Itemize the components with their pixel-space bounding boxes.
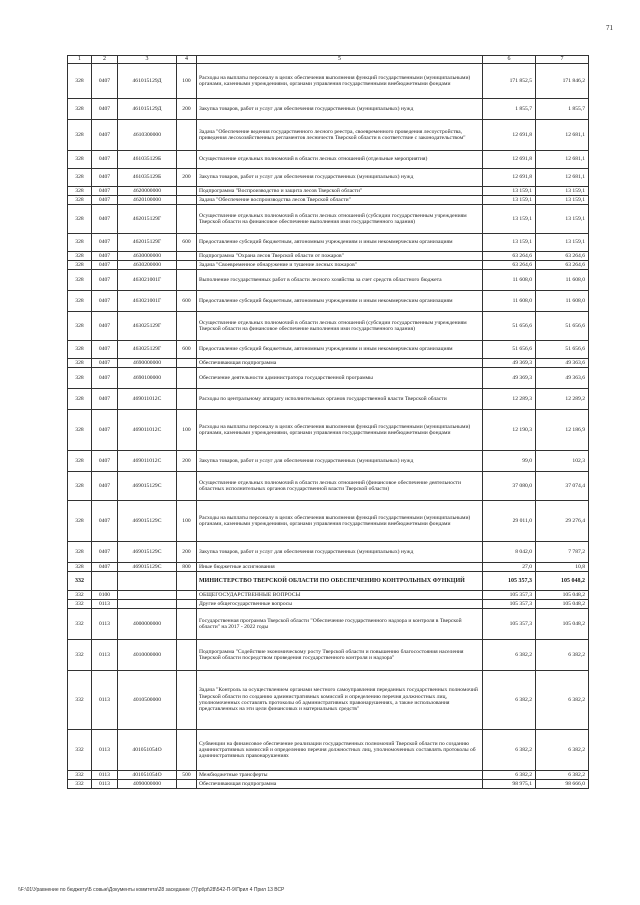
expense-type-cell [177,261,197,270]
admin-code-cell: 332 [68,640,92,671]
expense-type-cell: 200 [177,542,197,563]
expense-type-cell [177,671,197,730]
expense-type-cell: 600 [177,341,197,359]
description-cell: Закупка товаров, работ и услуг для обеспечения государственных (муниципальных) нужд [197,99,483,120]
description-cell: Другие общегосударственные вопросы [197,600,483,609]
target-code-cell: 4690000000 [118,359,177,368]
actual-amount-cell: 102,3 [536,451,589,472]
target-code-cell: 469015129С [118,542,177,563]
header-cell: 2 [92,56,118,64]
target-code-cell: 469015129С [118,501,177,542]
planned-amount-cell: 13 159,1 [483,234,536,252]
actual-amount-cell: 12 289,2 [536,389,589,410]
section-code-cell: 0113 [92,771,118,780]
section-code-cell: 0407 [92,234,118,252]
expense-type-cell [177,120,197,151]
description-cell: Осуществление отдельных полномочий в области лесных отношений (субсидии государственным учреждениям Тверской области на финансовое обеспечение выполнения ими государственного задания) [197,205,483,234]
section-code-cell: 0407 [92,359,118,368]
target-code-cell: 4630000000 [118,252,177,261]
table-row [68,542,589,563]
admin-code-cell: 328 [68,501,92,542]
description-cell: Расходы по центральному аппарату исполнительных органов государственной власти Тверской области [197,389,483,410]
planned-amount-cell: 105 357,3 [483,591,536,600]
table-row [68,261,589,270]
target-code-cell: 4010500000 [118,671,177,730]
admin-code-cell: 328 [68,270,92,291]
section-code-cell: 0407 [92,341,118,359]
admin-code-cell: 328 [68,291,92,312]
expense-type-cell [177,196,197,205]
table-row [68,591,589,600]
actual-amount-cell: 13 159,1 [536,205,589,234]
actual-amount-cell: 49 363,6 [536,359,589,368]
header-cell: 3 [118,56,177,64]
table-row [68,120,589,151]
admin-code-cell: 328 [68,120,92,151]
section-code-cell: 0407 [92,368,118,389]
admin-code-cell: 328 [68,563,92,572]
actual-amount-cell: 51 656,6 [536,341,589,359]
description-cell: Задача "Обеспечение воспроизводства лесов Тверской области" [197,196,483,205]
target-code-cell: 463025129Г [118,341,177,359]
actual-amount-cell: 105 048,2 [536,591,589,600]
expense-type-cell: 100 [177,501,197,542]
target-code-cell: 469015129С [118,563,177,572]
planned-amount-cell: 12 289,3 [483,389,536,410]
planned-amount-cell: 1 855,7 [483,99,536,120]
table-row [68,600,589,609]
planned-amount-cell: 13 159,1 [483,196,536,205]
target-code-cell: 4620100000 [118,196,177,205]
section-code-cell: 0407 [92,270,118,291]
table-row [68,563,589,572]
description-cell: Закупка товаров, работ и услуг для обеспечения государственных (муниципальных) нужд [197,451,483,472]
expense-type-cell: 200 [177,99,197,120]
section-code-cell: 0407 [92,542,118,563]
section-code-cell: 0407 [92,291,118,312]
expense-type-cell [177,609,197,640]
target-code-cell: 4000000000 [118,609,177,640]
actual-amount-cell: 13 159,1 [536,234,589,252]
section-code-cell: 0407 [92,151,118,169]
table-row [68,151,589,169]
expense-type-cell [177,591,197,600]
planned-amount-cell: 6 382,2 [483,730,536,771]
expense-type-cell: 100 [177,410,197,451]
expense-type-cell: 600 [177,291,197,312]
expense-type-cell [177,368,197,389]
section-code-cell [92,572,118,591]
description-cell: Подпрограмма "Воспроизводство и защита лесов Тверской области" [197,187,483,196]
planned-amount-cell: 99,0 [483,451,536,472]
description-cell: Государственная программа Тверской области "Обеспечение государственного надзора и контроля в Тверской области" на 2017 - 2022 годы [197,609,483,640]
planned-amount-cell: 51 656,6 [483,312,536,341]
expense-type-cell [177,572,197,591]
admin-code-cell: 328 [68,368,92,389]
planned-amount-cell: 12 691,8 [483,169,536,187]
admin-code-cell: 332 [68,771,92,780]
table-row [68,341,589,359]
actual-amount-cell: 6 382,2 [536,640,589,671]
admin-code-cell: 328 [68,542,92,563]
planned-amount-cell: 27,0 [483,563,536,572]
admin-code-cell: 332 [68,780,92,789]
table-row [68,730,589,771]
target-code-cell: 469015129С [118,472,177,501]
table-row [68,368,589,389]
admin-code-cell: 332 [68,730,92,771]
admin-code-cell: 328 [68,151,92,169]
actual-amount-cell: 12 186,9 [536,410,589,451]
table-row [68,572,589,591]
target-code-cell: 469011012С [118,451,177,472]
section-code-cell: 0100 [92,591,118,600]
table-row [68,234,589,252]
admin-code-cell: 328 [68,205,92,234]
section-code-cell: 0407 [92,451,118,472]
table-row [68,359,589,368]
actual-amount-cell: 7 787,2 [536,542,589,563]
section-code-cell: 0407 [92,563,118,572]
target-code-cell: 461015129Д [118,99,177,120]
table-row [68,609,589,640]
planned-amount-cell: 12 691,8 [483,120,536,151]
actual-amount-cell: 105 048,2 [536,572,589,591]
description-cell: Расходы на выплаты персоналу в целях обеспечения выполнения функций государственными (муниципальными) органами, казенными учреждениями, органами управления государственными внебюджетными фондами [197,64,483,99]
actual-amount-cell: 63 264,6 [536,252,589,261]
actual-amount-cell: 105 048,2 [536,609,589,640]
page-number: 71 [606,24,613,32]
target-code-cell: 463021001Г [118,270,177,291]
planned-amount-cell: 11 608,0 [483,270,536,291]
section-code-cell: 0407 [92,389,118,410]
planned-amount-cell: 51 656,6 [483,341,536,359]
expense-type-cell [177,151,197,169]
admin-code-cell: 328 [68,389,92,410]
admin-code-cell: 328 [68,234,92,252]
planned-amount-cell: 6 382,2 [483,640,536,671]
section-code-cell: 0407 [92,196,118,205]
target-code-cell: 4690100000 [118,368,177,389]
admin-code-cell: 332 [68,671,92,730]
admin-code-cell: 328 [68,451,92,472]
planned-amount-cell: 13 159,1 [483,205,536,234]
section-code-cell: 0407 [92,169,118,187]
section-code-cell: 0113 [92,640,118,671]
expense-type-cell [177,187,197,196]
table-row [68,252,589,261]
target-code-cell: 461035129Б [118,151,177,169]
header-cell: 1 [68,56,92,64]
target-code-cell: 462015129Г [118,205,177,234]
table-row [68,270,589,291]
description-cell: Субвенции на финансовое обеспечение реализации государственных полномочий Тверской области по созданию административных комиссий и определению перечня должностных лиц, уполномоченных составлять протоколы об административных правонарушениях [197,730,483,771]
admin-code-cell: 332 [68,572,92,591]
actual-amount-cell: 49 363,6 [536,368,589,389]
table-row [68,451,589,472]
section-code-cell: 0113 [92,780,118,789]
section-code-cell: 0407 [92,312,118,341]
admin-code-cell: 332 [68,609,92,640]
target-code-cell: 462015129Г [118,234,177,252]
description-cell: Обеспечивающая подпрограмма [197,780,483,789]
section-code-cell: 0113 [92,600,118,609]
description-cell: Подпрограмма "Охрана лесов Тверской области от пожаров" [197,252,483,261]
description-cell: Осуществление отдельных полномочий в области лесных отношений (субсидии государственным учреждениям Тверской области на финансовое обеспечение выполнения ими государственного задания) [197,312,483,341]
table-row [68,771,589,780]
description-cell: Предоставление субсидий бюджетным, автономным учреждениям и иным некоммерческим организациям [197,341,483,359]
admin-code-cell: 332 [68,600,92,609]
description-cell: Расходы на выплаты персоналу в целях обеспечения выполнения функций государственными (муниципальными) органами, казенными учреждениями, органами управления государственными внебюджетными фондами [197,410,483,451]
header-cell: 4 [177,56,197,64]
admin-code-cell: 328 [68,261,92,270]
table-row [68,64,589,99]
expense-type-cell [177,730,197,771]
table-row [68,205,589,234]
target-code-cell: 469011012С [118,410,177,451]
target-code-cell: 4630200000 [118,261,177,270]
admin-code-cell: 328 [68,187,92,196]
expense-type-cell [177,205,197,234]
table-row [68,312,589,341]
section-code-cell: 0113 [92,609,118,640]
target-code-cell: 401051054О [118,771,177,780]
section-code-cell: 0407 [92,99,118,120]
target-code-cell: 469011012С [118,389,177,410]
actual-amount-cell: 11 608,0 [536,270,589,291]
actual-amount-cell: 37 074,4 [536,472,589,501]
actual-amount-cell: 6 382,2 [536,671,589,730]
target-code-cell: 401051054О [118,730,177,771]
planned-amount-cell: 11 608,0 [483,291,536,312]
actual-amount-cell: 12 681,1 [536,151,589,169]
actual-amount-cell: 6 382,2 [536,771,589,780]
table-row [68,410,589,451]
description-cell: Задача "Своевременное обнаружение и тушение лесных пожаров" [197,261,483,270]
planned-amount-cell: 105 357,3 [483,600,536,609]
section-code-cell: 0407 [92,187,118,196]
planned-amount-cell: 105 357,3 [483,609,536,640]
description-cell: Выполнение государственных работ в области лесного хозяйства за счет средств областного бюджета [197,270,483,291]
table-row [68,389,589,410]
description-cell: Осуществление отдельных полномочий в области лесных отношений (финансовое обеспечение деятельности областных исполнительных органов государственной власти Тверской области) [197,472,483,501]
section-code-cell: 0407 [92,261,118,270]
target-code-cell [118,572,177,591]
target-code-cell [118,600,177,609]
admin-code-cell: 332 [68,591,92,600]
actual-amount-cell: 171 846,2 [536,64,589,99]
description-cell: Обеспечивающая подпрограмма [197,359,483,368]
budget-table [67,55,589,789]
target-code-cell: 4090000000 [118,780,177,789]
table-row [68,501,589,542]
admin-code-cell: 328 [68,359,92,368]
expense-type-cell: 200 [177,169,197,187]
planned-amount-cell: 13 159,1 [483,187,536,196]
planned-amount-cell: 6 382,2 [483,771,536,780]
actual-amount-cell: 13 159,1 [536,187,589,196]
expense-type-cell [177,780,197,789]
description-cell: Осуществление отдельных полномочий в области лесных отношений (отдельные мероприятия) [197,151,483,169]
expense-type-cell: 600 [177,234,197,252]
actual-amount-cell: 1 855,7 [536,99,589,120]
header-cell: 6 [483,56,536,64]
description-cell: Задача "Контроль за осуществлением органами местного самоуправления переданных государственных полномочий Тверской области по созданию административных комиссий и определению перечня должностных лиц, уполномоченных составлять протоколы об административных правонарушениях, а также использования представленных на эти цели финансовых и материальных средств" [197,671,483,730]
expense-type-cell [177,472,197,501]
admin-code-cell: 328 [68,312,92,341]
table-row [68,99,589,120]
description-cell: Иные бюджетные ассигнования [197,563,483,572]
actual-amount-cell: 10,8 [536,563,589,572]
description-cell: Предоставление субсидий бюджетным, автономным учреждениям и иным некоммерческим организациям [197,234,483,252]
planned-amount-cell: 98 975,1 [483,780,536,789]
planned-amount-cell: 171 852,5 [483,64,536,99]
description-cell: Закупка товаров, работ и услуг для обеспечения государственных (муниципальных) нужд [197,542,483,563]
header-cell: 7 [536,56,589,64]
section-code-cell: 0407 [92,205,118,234]
table-row [68,671,589,730]
planned-amount-cell: 8 042,0 [483,542,536,563]
expense-type-cell [177,359,197,368]
table-row [68,640,589,671]
header-cell: 5 [197,56,483,64]
actual-amount-cell: 12 681,1 [536,169,589,187]
section-code-cell: 0113 [92,730,118,771]
expense-type-cell [177,600,197,609]
section-code-cell: 0407 [92,252,118,261]
planned-amount-cell: 37 080,0 [483,472,536,501]
description-cell: ОБЩЕГОСУДАРСТВЕННЫЕ ВОПРОСЫ [197,591,483,600]
description-cell: Закупка товаров, работ и услуг для обеспечения государственных (муниципальных) нужд [197,169,483,187]
planned-amount-cell: 63 264,6 [483,252,536,261]
actual-amount-cell: 13 159,1 [536,196,589,205]
expense-type-cell: 100 [177,64,197,99]
target-code-cell: 4010000000 [118,640,177,671]
table-row [68,472,589,501]
table-row [68,780,589,789]
section-code-cell: 0113 [92,671,118,730]
table-header-row [68,56,589,64]
planned-amount-cell: 63 264,6 [483,261,536,270]
description-cell: Задача "Обеспечение ведения государственного лесного реестра, своевременного проведения лесоустройства, приведения лесохозяйственных регламентов лесничеств Тверской области в соответствие с законодательством" [197,120,483,151]
admin-code-cell: 328 [68,252,92,261]
footer-file-path: \\F:\01\Уравнение по бюджету\Б совые\Документы комитета\28 заседание (7)\pt\pt\28\542-П-9\Прил 4 Прил 13 ВСР [18,887,285,893]
section-code-cell: 0407 [92,64,118,99]
expense-type-cell: 200 [177,451,197,472]
admin-code-cell: 328 [68,99,92,120]
planned-amount-cell: 49 369,3 [483,359,536,368]
description-cell: Подпрограмма "Содействие экономическому росту Тверской области и повышению благосостояния населения Тверской области посредством проведения государственного контроля и надзора" [197,640,483,671]
expense-type-cell: 800 [177,563,197,572]
section-code-cell: 0407 [92,410,118,451]
target-code-cell: 4610300000 [118,120,177,151]
actual-amount-cell: 12 681,1 [536,120,589,151]
target-code-cell: 463021001Г [118,291,177,312]
planned-amount-cell: 12 190,3 [483,410,536,451]
section-code-cell: 0407 [92,472,118,501]
admin-code-cell: 328 [68,196,92,205]
description-cell: Обеспечение деятельности администратора государственной программы [197,368,483,389]
admin-code-cell: 328 [68,169,92,187]
actual-amount-cell: 11 608,0 [536,291,589,312]
expense-type-cell [177,270,197,291]
planned-amount-cell: 49 369,3 [483,368,536,389]
table-row [68,291,589,312]
target-code-cell: 4620000000 [118,187,177,196]
actual-amount-cell: 98 666,0 [536,780,589,789]
description-cell: МИНИСТЕРСТВО ТВЕРСКОЙ ОБЛАСТИ ПО ОБЕСПЕЧЕНИЮ КОНТРОЛЬНЫХ ФУНКЦИЙ [197,572,483,591]
planned-amount-cell: 29 011,0 [483,501,536,542]
expense-type-cell [177,312,197,341]
actual-amount-cell: 105 048,2 [536,600,589,609]
description-cell: Межбюджетные трансферты [197,771,483,780]
admin-code-cell: 328 [68,64,92,99]
actual-amount-cell: 29 276,4 [536,501,589,542]
planned-amount-cell: 6 382,2 [483,671,536,730]
planned-amount-cell: 105 357,3 [483,572,536,591]
planned-amount-cell: 12 691,8 [483,151,536,169]
expense-type-cell: 500 [177,771,197,780]
expense-type-cell [177,389,197,410]
admin-code-cell: 328 [68,472,92,501]
admin-code-cell: 328 [68,410,92,451]
description-cell: Предоставление субсидий бюджетным, автономным учреждениям и иным некоммерческим организациям [197,291,483,312]
table-row [68,169,589,187]
actual-amount-cell: 63 264,6 [536,261,589,270]
table-row [68,196,589,205]
description-cell: Расходы на выплаты персоналу в целях обеспечения выполнения функций государственными (муниципальными) органами, казенными учреждениями, органами управления государственными внебюджетными фондами [197,501,483,542]
section-code-cell: 0407 [92,120,118,151]
target-code-cell: 461015129Д [118,64,177,99]
admin-code-cell: 328 [68,341,92,359]
target-code-cell: 461035129Б [118,169,177,187]
actual-amount-cell: 51 656,6 [536,312,589,341]
expense-type-cell [177,640,197,671]
expense-type-cell [177,252,197,261]
section-code-cell: 0407 [92,501,118,542]
target-code-cell: 463025129Г [118,312,177,341]
actual-amount-cell: 6 382,2 [536,730,589,771]
table-row [68,187,589,196]
target-code-cell [118,591,177,600]
